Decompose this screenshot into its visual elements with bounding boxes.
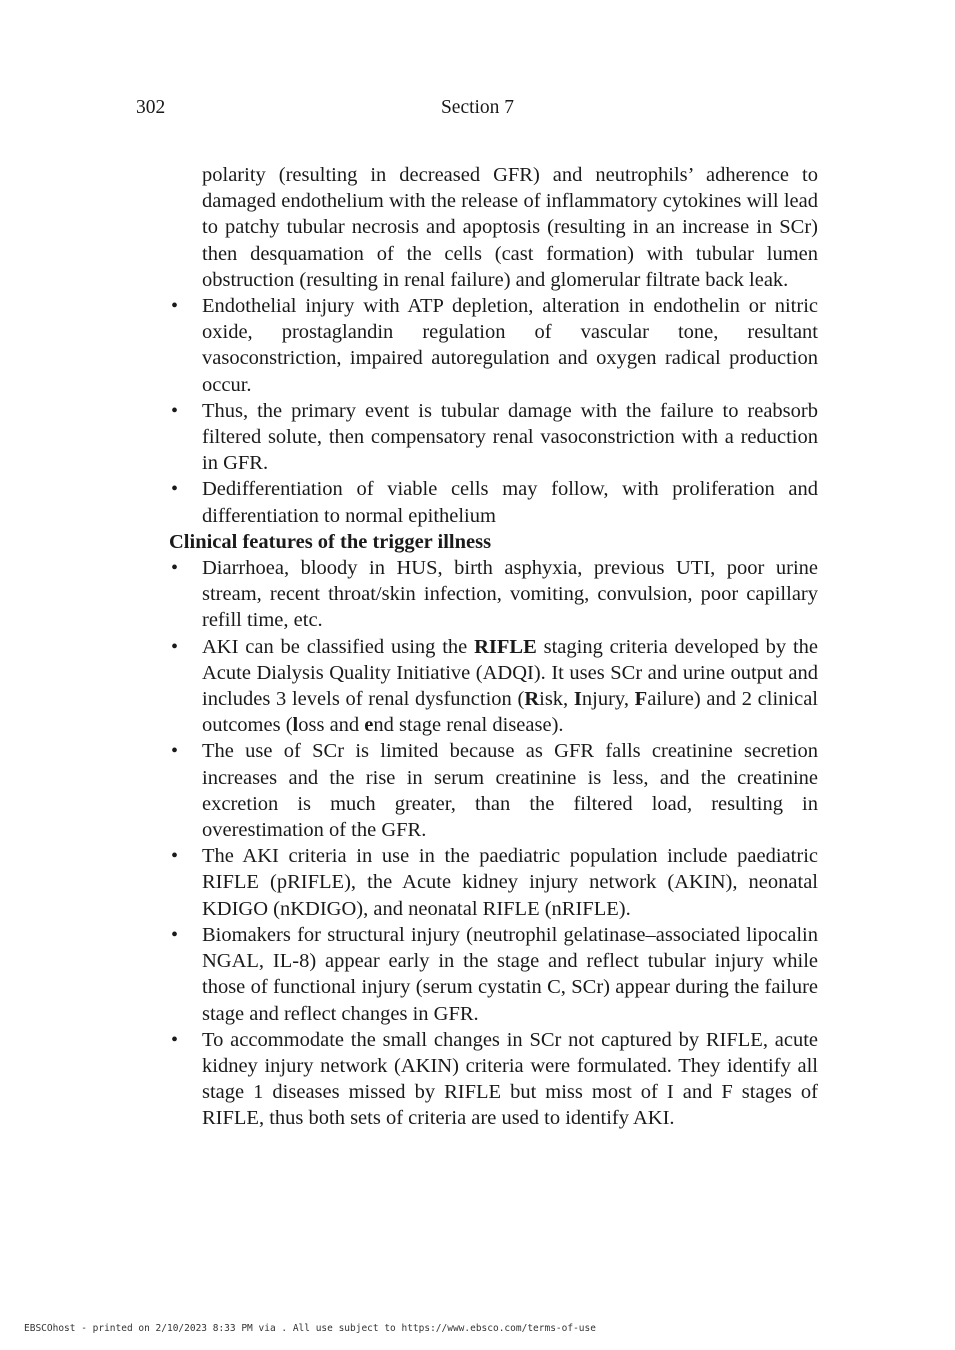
print-footer: EBSCOhost - printed on 2/10/2023 8:33 PM via . All use subject to https://www.ebsco.com/terms-of-use — [24, 1323, 596, 1334]
rifle-bold-r: R — [524, 688, 540, 711]
rifle-text-3: isk, — [539, 688, 574, 711]
list-item — [169, 1027, 818, 1132]
rifle-text-1: AKI can be classified using the — [202, 635, 475, 658]
bullet-icon: • — [171, 635, 179, 658]
list-item-text: The AKI criteria in use in the paediatric population include paediatric RIFLE (pRIFLE), the Acute kidney injury network (AKIN), neonatal KDIGO (nKDIGO), and neonatal RIFLE (nRIFLE). — [202, 845, 818, 920]
list-item-text: Diarrhoea, bloody in HUS, birth asphyxia, previous UTI, poor urine stream, recent throat/skin infection, vomiting, convulsion, poor capillary refill time, etc. — [202, 557, 818, 632]
list-item — [169, 398, 818, 477]
list-item-text: Dedifferentiation of viable cells may follow, with proliferation and differentiation to normal epithelium — [202, 478, 818, 527]
rifle-text-6: oss and — [298, 714, 365, 737]
list-item-rifle — [169, 634, 818, 739]
rifle-text-7: nd stage renal disease). — [373, 714, 564, 737]
list-item-text: Endothelial injury with ATP depletion, alteration in endothelin or nitric oxide, prostaglandin regulation of vascular tone, resultant vasoconstriction, impaired autoregulation and oxygen radical production occur. — [202, 295, 818, 396]
bullet-icon: • — [171, 295, 179, 318]
list-item-text: Thus, the primary event is tubular damage with the failure to reabsorb filtered solute, then compensatory renal vasoconstriction with a reduction in GFR. — [202, 399, 818, 475]
rifle-text-4: njury, — [581, 688, 635, 711]
rifle-text-2: staging criteria developed by the Acute Dialysis Quality Initiative (ADQI). It uses SCr and urine output and includes 3 levels of renal dysfunction ( — [202, 635, 818, 711]
rifle-text-5: ailure) and 2 clinical outcomes ( — [202, 688, 818, 737]
page-number: 302 — [136, 97, 166, 118]
rifle-bold-term: RIFLE — [474, 635, 537, 658]
continuation-paragraph: polarity (resulting in decreased GFR) and neutrophils’ adherence to damaged endothelium with the release of inflammatory cytokines will lead to patchy tubular necrosis and apoptosis (resulting in an increase in SCr) then desquamation of the cells (cast formation) with tubular lumen obstruction (resulting in renal failure) and glomerular filtrate back leak. — [202, 164, 818, 291]
bullet-list-2 — [169, 555, 818, 1131]
rifle-bold-f: F — [634, 688, 648, 711]
running-head: Section 7 — [440, 97, 515, 118]
list-item — [169, 738, 818, 843]
bullet-icon: • — [171, 845, 179, 868]
list-item — [169, 555, 818, 634]
list-item-text: Biomakers for structural injury (neutrophil gelatinase–associated lipocalin NGAL, IL-8) appear early in the stage and reflect tubular injury while those of functional injury (serum cystatin C, SCr) appear during the failure stage and reflect changes in GFR. — [202, 923, 818, 1025]
list-item — [169, 476, 818, 528]
rifle-bold-l: l — [292, 714, 299, 737]
bullet-icon: • — [171, 399, 179, 422]
bullet-icon: • — [171, 923, 179, 946]
list-item-text: To accommodate the small changes in SCr not captured by RIFLE, acute kidney injury network (AKIN) criteria were formulated. They identify all stage 1 diseases missed by RIFLE but miss most of I and F stages of RIFLE, thus both sets of criteria are used to identify AKI. — [202, 1028, 818, 1130]
list-item — [169, 843, 818, 922]
bullet-icon: • — [171, 478, 179, 501]
bullet-icon: • — [171, 740, 179, 763]
page-body — [169, 162, 818, 1132]
rifle-bold-e: e — [364, 714, 374, 737]
bullet-list-1 — [169, 293, 818, 529]
bullet-icon: • — [171, 557, 179, 580]
list-item — [169, 293, 818, 398]
list-item-text: The use of SCr is limited because as GFR falls creatinine secretion increases and the rise in serum creatinine is less, and the creatinine excretion is much greater, than the filtered load, resulting in overestimation of the GFR. — [202, 740, 818, 842]
bullet-icon: • — [171, 1028, 179, 1051]
section-heading: Clinical features of the trigger illness — [169, 530, 492, 553]
list-item — [169, 922, 818, 1027]
rifle-bold-i: I — [573, 688, 582, 711]
